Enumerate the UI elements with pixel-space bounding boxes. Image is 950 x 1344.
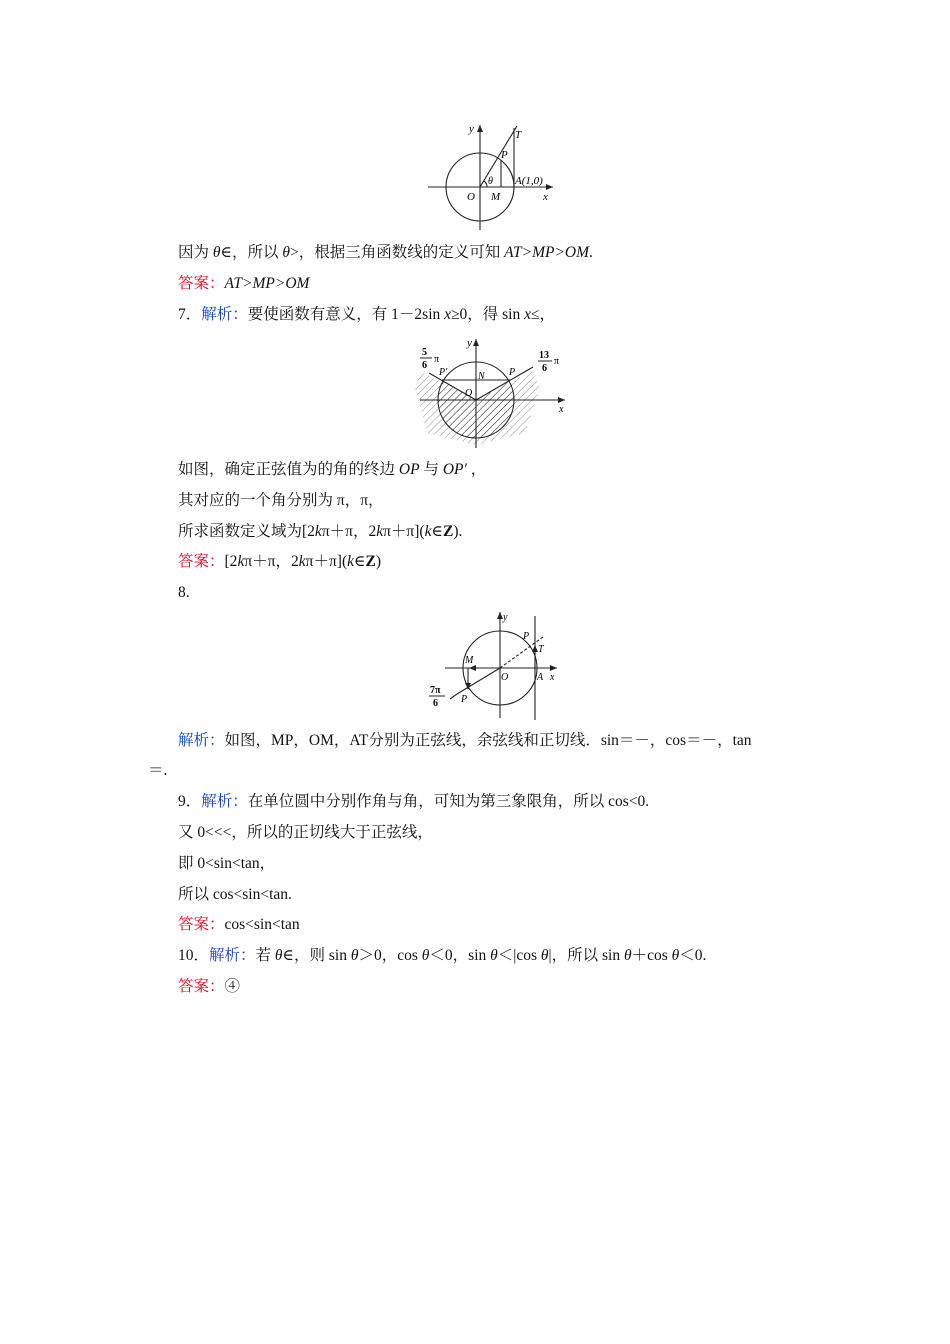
q7-line3: 其对应的一个角分别为 π，π， bbox=[178, 492, 384, 509]
label-x: x bbox=[550, 672, 555, 683]
frac2-den: 6 bbox=[542, 363, 547, 374]
q10-answer: 答案：④ bbox=[178, 978, 241, 995]
q6-answer: 答案：AT>MP>OM bbox=[178, 275, 310, 292]
label-T: T bbox=[538, 644, 544, 655]
label-y: y bbox=[467, 337, 472, 349]
label-y: y bbox=[469, 123, 474, 135]
q9-line4: 所以 cos<sin<tan. bbox=[178, 886, 292, 903]
q7-analysis: 7．解析：要使函数有意义，有 1－2sin x≥0，得 sin x≤， bbox=[178, 306, 556, 323]
label-P: P bbox=[523, 631, 530, 642]
q9-line2: 又 0<<<，所以的正切线大于正弦线， bbox=[178, 824, 433, 841]
q8-analysis-cont: ＝. bbox=[148, 762, 168, 779]
frac-num: 7π bbox=[430, 685, 441, 696]
label-P2: P bbox=[461, 694, 468, 705]
label-A: A bbox=[537, 672, 544, 683]
q7-line4: 所求函数定义域为[2kπ＋π，2kπ＋π](k∈Z). bbox=[178, 523, 463, 540]
label-T: T bbox=[515, 129, 522, 141]
shaded-unit-circle-figure-q7 bbox=[415, 333, 575, 451]
label-O: O bbox=[467, 191, 475, 203]
label-M: M bbox=[491, 191, 501, 203]
label-x: x bbox=[559, 404, 564, 415]
q9-line3: 即 0<sin<tan， bbox=[178, 855, 276, 872]
unit-circle-figure-q6 bbox=[425, 120, 560, 235]
q8-analysis: 解析：如图，MP，OM，AT分别为正弦线，余弦线和正切线．sin＝－，cos＝－，tan bbox=[178, 732, 752, 749]
q6-explanation: 因为 θ∈，所以 θ>，根据三角函数线的定义可知 AT>MP>OM. bbox=[178, 244, 593, 261]
label-P: P bbox=[501, 149, 508, 161]
label-O: O bbox=[501, 672, 509, 683]
terminal-side bbox=[480, 126, 517, 187]
pi-2: π bbox=[554, 356, 560, 367]
q10-analysis: 10．解析：若 θ∈，则 sin θ＞0，cos θ＜0，sin θ＜|cos θ|，所以 sin θ＋cos θ＜0. bbox=[178, 947, 707, 964]
frac1-num: 5 bbox=[422, 347, 427, 358]
label-x: x bbox=[543, 191, 548, 203]
frac2-num: 13 bbox=[539, 350, 549, 361]
q7-answer: 答案：[2kπ＋π，2kπ＋π](k∈Z) bbox=[178, 553, 381, 570]
pi-1: π bbox=[434, 354, 440, 365]
label-N: N bbox=[478, 371, 485, 382]
q8-number: 8. bbox=[178, 584, 190, 601]
label-theta: θ bbox=[488, 176, 493, 187]
q9-analysis: 9．解析：在单位圆中分别作角与角，可知为第三象限角，所以 cos<0. bbox=[178, 793, 650, 810]
label-P: P bbox=[509, 367, 516, 378]
frac1-den: 6 bbox=[422, 360, 427, 371]
label-P-prime: P′ bbox=[439, 367, 448, 378]
unit-circle-figure-q8 bbox=[425, 608, 565, 723]
label-O: O bbox=[465, 388, 473, 399]
q7-line2: 如图，确定正弦值为的角的终边 OP 与 OP′ ， bbox=[178, 461, 487, 478]
label-y: y bbox=[503, 612, 508, 623]
label-M: M bbox=[465, 655, 474, 666]
label-A: A(1,0) bbox=[515, 175, 543, 187]
frac-den: 6 bbox=[433, 698, 438, 709]
q9-answer: 答案：cos<sin<tan bbox=[178, 916, 300, 933]
